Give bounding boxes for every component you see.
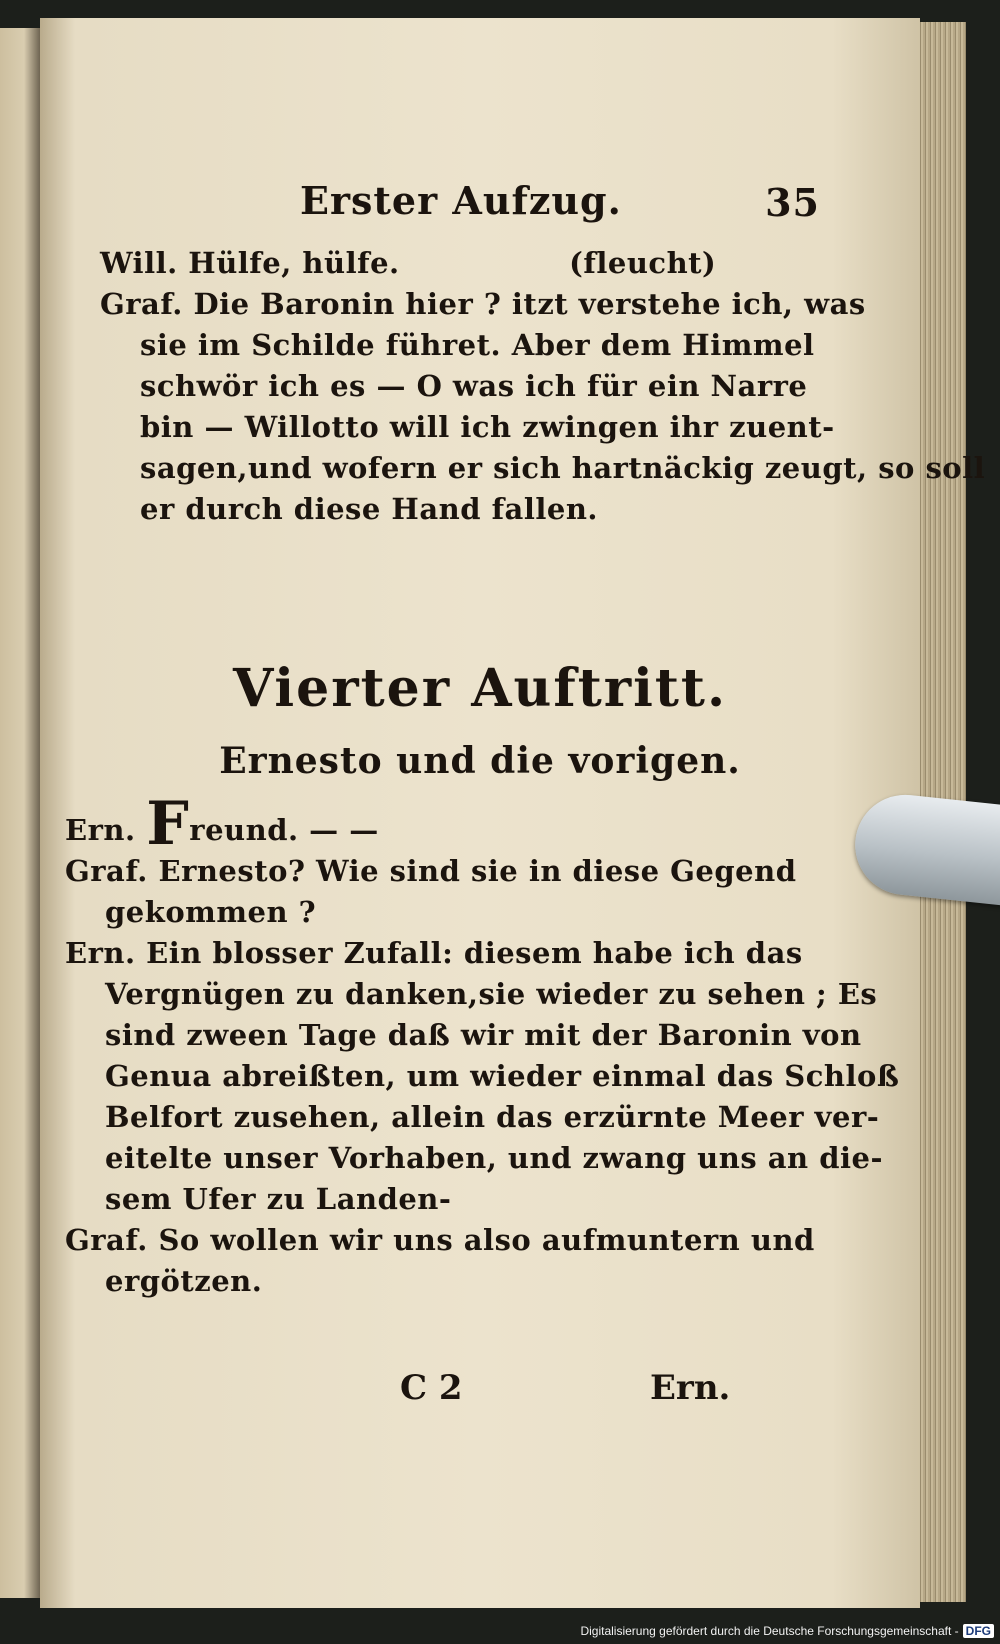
text-block-dialogue (65, 789, 900, 1302)
text-line: sind zween Tage daß wir mit der Baronin von (105, 1018, 862, 1052)
digitization-credit (580, 1624, 994, 1638)
text-line: Belfort zusehen, allein das erzürnte Meer ver- (105, 1100, 880, 1134)
text-line: bin — Willotto will ich zwingen ihr zuent- (140, 410, 835, 444)
header-title: Erster Aufzug. (300, 178, 622, 223)
page-number: 35 (765, 180, 820, 225)
text-line: eitelte unser Vorhaben, und zwang uns an die- (105, 1141, 884, 1175)
text-line: Will. Hülfe, hülfe. (fleucht) (100, 246, 717, 280)
text-line: schwör ich es — O was ich für ein Narre (140, 369, 808, 403)
text-line: er durch diese Hand fallen. (140, 492, 599, 526)
text-line: Vergnügen zu danken,sie wieder zu sehen ; Es (105, 977, 878, 1011)
text-line: sagen,und wofern er sich hartnäckig zeugt, so soll (140, 451, 986, 485)
text-line: sie im Schilde führet. Aber dem Himmel (140, 328, 815, 362)
text-line: Graf. So wollen wir uns also aufmuntern und (65, 1223, 815, 1257)
text-line: Graf. Ernesto? Wie sind sie in diese Gegend (65, 854, 797, 888)
text-line: Graf. Die Baronin hier ? itzt verstehe ich, was (100, 287, 866, 321)
dfg-logo: DFG (963, 1624, 994, 1638)
drop-cap: F (146, 789, 190, 859)
signature-mark: C 2 (400, 1368, 463, 1408)
text-line: Genua abreißten, um wieder einmal das Schloß (105, 1059, 900, 1093)
credit-text: Digitalisierung gefördert durch die Deutsche Forschungsgemeinschaft - (580, 1624, 959, 1638)
speech-text: reund. — — (189, 813, 379, 847)
running-header (300, 178, 820, 223)
facing-page-edge (0, 28, 40, 1598)
text-block-top (100, 243, 985, 530)
text-line: Ern. Ein blosser Zufall: diesem habe ich das (65, 936, 803, 970)
catchword: Ern. (650, 1368, 731, 1408)
text-line: ergötzen. (105, 1264, 263, 1298)
scene-characters: Ernesto und die vorigen. (219, 740, 741, 782)
scene-heading: Vierter Auftritt. (232, 658, 728, 719)
text-line (65, 789, 899, 859)
book-page (40, 18, 986, 1608)
text-line: gekommen ? (105, 895, 317, 929)
speaker-label: Ern. (65, 813, 136, 847)
text-line: sem Ufer zu Landen- (105, 1182, 452, 1216)
